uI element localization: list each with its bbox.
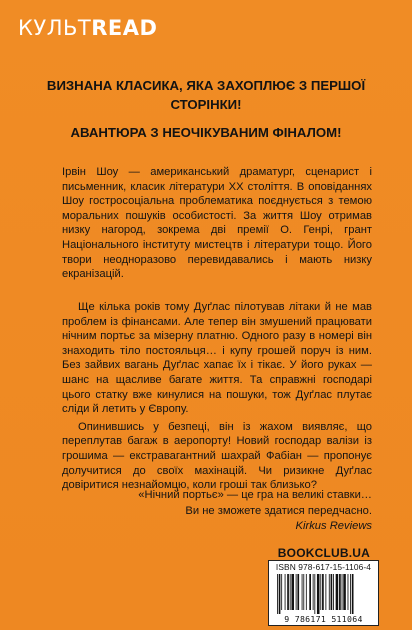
barcode-bar bbox=[331, 574, 333, 610]
quote-source: Kirkus Reviews bbox=[295, 520, 372, 532]
tagline-1: ВИЗНАНА КЛАСИКА, ЯКА ЗАХОПЛЮЄ З ПЕРШОЇ СТОРІНКИ! bbox=[46, 78, 366, 112]
barcode-bar bbox=[313, 574, 314, 610]
barcode-bar bbox=[303, 574, 304, 610]
barcode-bar bbox=[343, 574, 346, 610]
taglines bbox=[40, 76, 372, 151]
author-bio bbox=[62, 165, 372, 282]
barcode-bar bbox=[297, 574, 299, 610]
barcode-bar bbox=[350, 574, 351, 614]
barcode-bar bbox=[302, 574, 303, 610]
barcode-bar bbox=[339, 574, 341, 610]
barcode-bar bbox=[352, 574, 354, 614]
barcode-bar bbox=[287, 574, 289, 610]
barcode-bar bbox=[309, 574, 311, 610]
barcode-bar bbox=[325, 574, 326, 610]
barcode-bar bbox=[277, 574, 278, 614]
review-quote bbox=[80, 488, 372, 535]
barcode-bar bbox=[296, 574, 297, 610]
tagline-2: АВАНТЮРА З НЕОЧІКУВАНИМ ФІНАЛОМ! bbox=[70, 125, 342, 140]
series-logo bbox=[18, 16, 157, 40]
author-bio-text: Ірвін Шоу — американський драматург, сценарист і письменник, класик літератури XX століття. В оповіданнях Шоу гостросоціальна проблематика поєднується з темою моральних пошуків особистості. За життя Шоу отримав низку нагород, зокрема дві премії О. Генрі, грант Національного інституту мистецтв і літератури тощо. Його твори неодноразово перевидавались і мають низку екранізацій. bbox=[62, 166, 372, 281]
barcode-digits: 9 786171 511064 bbox=[284, 614, 363, 624]
barcode-bar bbox=[317, 574, 320, 614]
barcode-bar bbox=[279, 574, 281, 614]
barcode-bar bbox=[320, 574, 321, 610]
story-paragraph-2: Опинившись у безпеці, він із жахом виявляє, що переплутав багаж в аеропорту! Новий господар валізи із грошима — екстравагантний шахрай Фабіан — пропонує долучитися до своїх махінацій. Чи ризикне Дуґлас довіритися незнайомцю, коли гроші так близько? bbox=[62, 420, 372, 492]
isbn-number: ISBN 978-617-15-1106-4 bbox=[275, 562, 372, 572]
barcode-bar bbox=[348, 574, 349, 610]
series-logo-bold: READ bbox=[91, 16, 158, 40]
story-paragraph-1: Ще кілька років тому Дуґлас пілотував літаки й не мав проблем із фінансами. Але тепер він змушений працювати нічним портьє за мізерну платню. Одного разу в номері він знаходить тіло постояльця… і купу грошей поруч із ним. Без зайвих вагань Дуґлас хапає їх і тікає. У його руках — шанс на щасливе багате життя. Та справжні господарі цього статку вже кинулися на пошуки, тож Дуґлас плутає сліди й летить у Європу. bbox=[62, 301, 372, 416]
story-blurb bbox=[62, 300, 372, 496]
barcode-bar bbox=[322, 574, 324, 610]
barcode-bar bbox=[329, 574, 330, 610]
barcode-bar bbox=[314, 574, 315, 614]
barcode-bar bbox=[281, 574, 282, 610]
barcode-bar bbox=[333, 574, 334, 610]
barcode-bar bbox=[285, 574, 286, 610]
barcode-bar bbox=[306, 574, 307, 610]
series-logo-light: КУЛЬТ bbox=[18, 16, 92, 40]
barcode-icon bbox=[277, 574, 371, 614]
barcode-bar bbox=[290, 574, 291, 610]
barcode-block bbox=[268, 560, 379, 626]
quote-line-2: Ви не зможете здатися передчасно. bbox=[185, 504, 372, 517]
quote-line-1: «Нічний портьє» — це гра на великі ставки… bbox=[138, 489, 372, 501]
barcode-bar bbox=[342, 574, 343, 610]
publisher-website: BOOKCLUB.UA bbox=[277, 546, 370, 560]
barcode-bar bbox=[336, 574, 339, 610]
barcode-bar bbox=[291, 574, 294, 610]
